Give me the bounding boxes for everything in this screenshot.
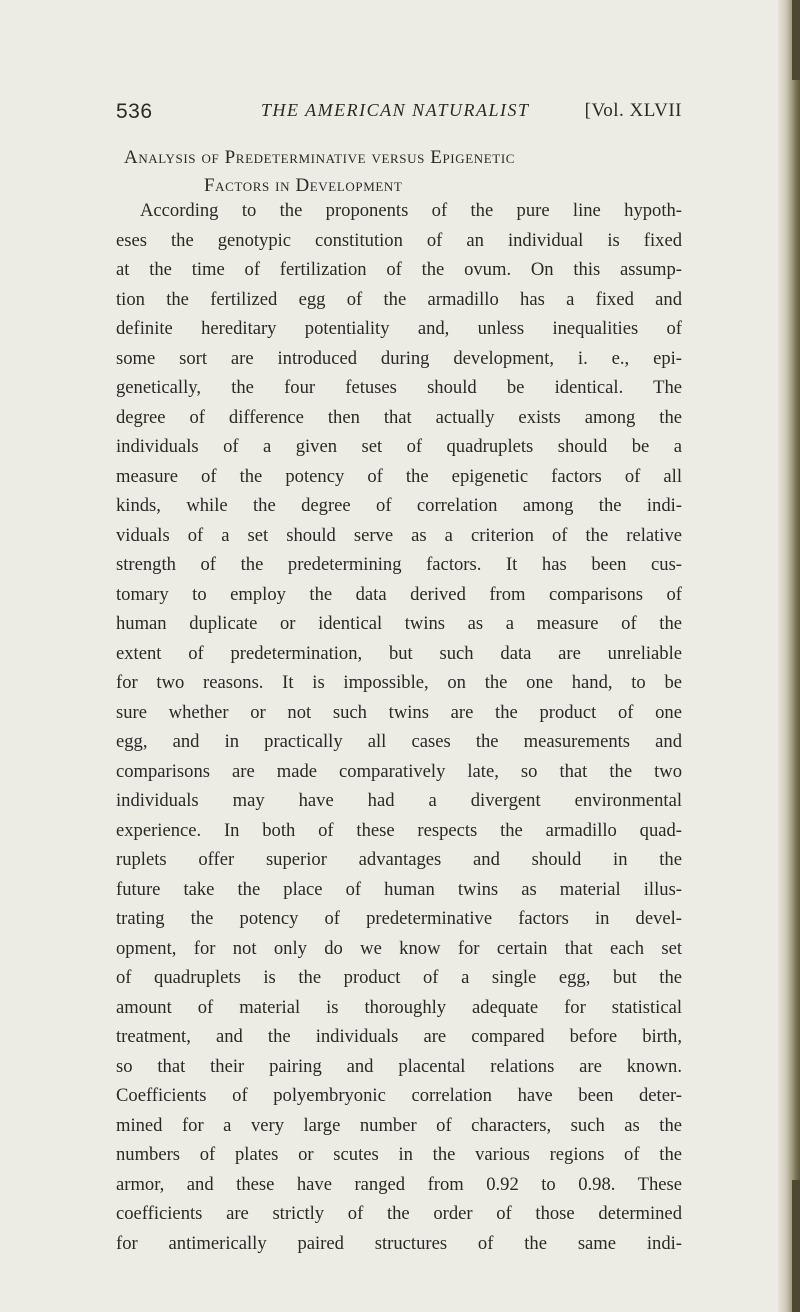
text-line: degree of difference then that actually exists among the	[116, 406, 682, 428]
text-line: strength of the predetermining factors. It has been cus-	[116, 554, 682, 575]
text-line: of quadruplets is the product of a single egg, but the	[116, 967, 682, 988]
text-line: numbers of plates or scutes in the various regions of the	[116, 1144, 682, 1165]
text-line: sure whether or not such twins are the product of one	[116, 701, 682, 723]
running-header	[116, 100, 682, 130]
text-line: for antimerically paired structures of the same indi-	[116, 1232, 682, 1254]
section-title-line-1: Analysis of Predeterminative versus Epigenetic	[124, 147, 516, 168]
text-line: future take the place of human twins as material illus-	[116, 878, 682, 900]
text-line: ruplets offer superior advantages and should in the	[116, 849, 682, 870]
text-line: According to the proponents of the pure line hypoth-	[140, 200, 682, 221]
text-line: at the time of fertilization of the ovum. On this assump-	[116, 259, 682, 280]
text-line: Coefficients of polyembryonic correlation have been deter-	[116, 1085, 682, 1106]
text-line: coefficients are strictly of the order of those determined	[116, 1203, 682, 1224]
text-line: human duplicate or identical twins as a measure of the	[116, 613, 682, 634]
text-line: definite hereditary potentiality and, unless inequalities of	[116, 318, 682, 339]
text-line: individuals of a given set of quadruplets should be a	[116, 436, 682, 457]
text-line: treatment, and the individuals are compared before birth,	[116, 1026, 682, 1047]
body-paragraph	[116, 196, 682, 1258]
page-edge-dark-bottom	[792, 1180, 800, 1312]
text-line: tion the fertilized egg of the armadillo has a fixed and	[116, 288, 682, 310]
text-line: individuals may have had a divergent environmental	[116, 790, 682, 811]
section-title-line-2: Factors in Development	[204, 175, 403, 196]
text-line: so that their pairing and placental relations are known.	[116, 1055, 682, 1077]
text-line: opment, for not only do we know for certain that each set	[116, 937, 682, 959]
text-line: viduals of a set should serve as a criterion of the relative	[116, 524, 682, 546]
section-title	[116, 144, 682, 200]
text-line: eses the genotypic constitution of an individual is fixed	[116, 229, 682, 251]
text-line: tomary to employ the data derived from comparisons of	[116, 583, 682, 605]
volume-label: [Vol. XLVII	[584, 100, 682, 121]
page-number: 536	[116, 100, 153, 123]
text-line: amount of material is thoroughly adequate for statistical	[116, 996, 682, 1018]
text-line: comparisons are made comparatively late, so that the two	[116, 760, 682, 782]
text-line: some sort are introduced during development, i. e., epi-	[116, 347, 682, 369]
text-line: egg, and in practically all cases the measurements and	[116, 731, 682, 752]
text-line: experience. In both of these respects the armadillo quad-	[116, 819, 682, 841]
text-line: mined for a very large number of characters, such as the	[116, 1114, 682, 1136]
text-line: extent of predetermination, but such data are unreliable	[116, 642, 682, 664]
text-line: for two reasons. It is impossible, on the one hand, to be	[116, 672, 682, 693]
text-line: genetically, the four fetuses should be identical. The	[116, 377, 682, 398]
text-line: armor, and these have ranged from 0.92 to 0.98. These	[116, 1173, 682, 1195]
text-line: measure of the potency of the epigenetic factors of all	[116, 465, 682, 487]
text-line: trating the potency of predeterminative factors in devel-	[116, 908, 682, 929]
page-edge-dark-top	[792, 0, 800, 80]
page-edge-shadow	[778, 0, 800, 1312]
text-line: kinds, while the degree of correlation among the indi-	[116, 495, 682, 516]
running-title: THE AMERICAN NATURALIST	[261, 100, 530, 120]
